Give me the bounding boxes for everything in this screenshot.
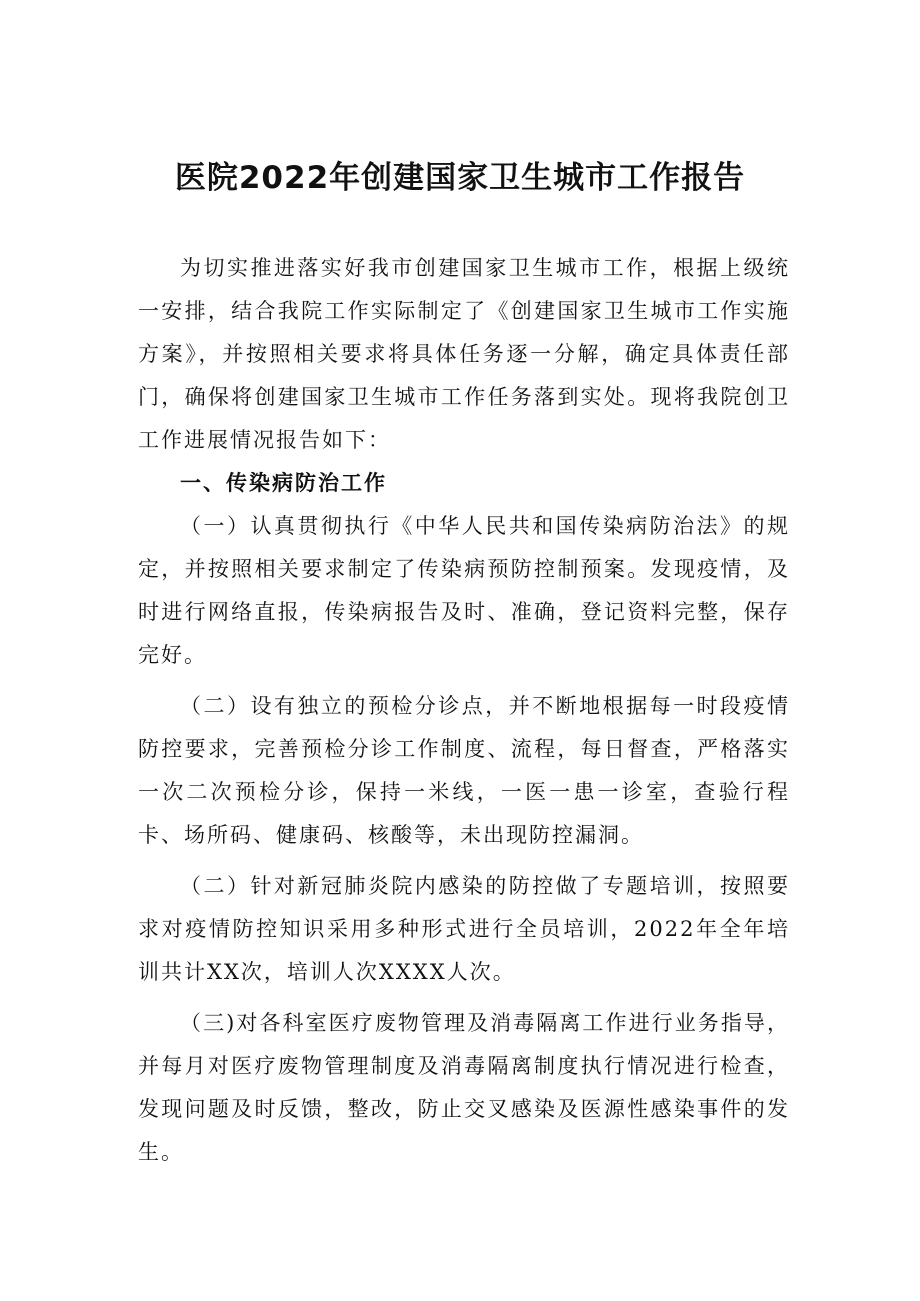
intro-paragraph: 为切实推进落实好我市创建国家卫生城市工作，根据上级统一安排，结合我院工作实际制定了《创建国家卫生城市工作实施方案》，并按照相关要求将具体任务逐一分解，确定具体责任部门，确保将创建国家卫生城市工作任务落到实处。现将我院创卫工作进展情况报告如下： [138, 256, 790, 452]
document-title: 医院2022年创建国家卫生城市工作报告 [174, 160, 746, 196]
section-heading-infectious-disease: 一、传染病防治工作 [180, 471, 387, 495]
body-paragraph: （一）认真贯彻执行《中华人民共和国传染病防治法》的规定，并按照相关要求制定了传染病预防控制预案。发现疫情，及时进行网络直报，传染病报告及时、准确，登记资料完整，保存完好。 [138, 514, 790, 667]
body-paragraph: （二）设有独立的预检分诊点，并不断地根据每一时段疫情防控要求，完善预检分诊工作制度、流程，每日督查，严格落实一次二次预检分诊，保持一米线，一医一患一诊室，查验行程卡、场所码、健康码、核酸等，未出现防控漏洞。 [138, 694, 790, 847]
body-paragraph: （二）针对新冠肺炎院内感染的防控做了专题培训，按照要求对疫情防控知识采用多种形式进行全员培训，2022年全年培训共计XX次，培训人次XXXX人次。 [138, 874, 790, 984]
body-paragraph: （三)对各科室医疗废物管理及消毒隔离工作进行业务指导，并每月对医疗废物管理制度及消毒隔离制度执行情况进行检查，发现问题及时反馈，整改，防止交叉感染及医源性感染事件的发生。 [138, 1011, 790, 1164]
document-body [138, 247, 790, 1174]
